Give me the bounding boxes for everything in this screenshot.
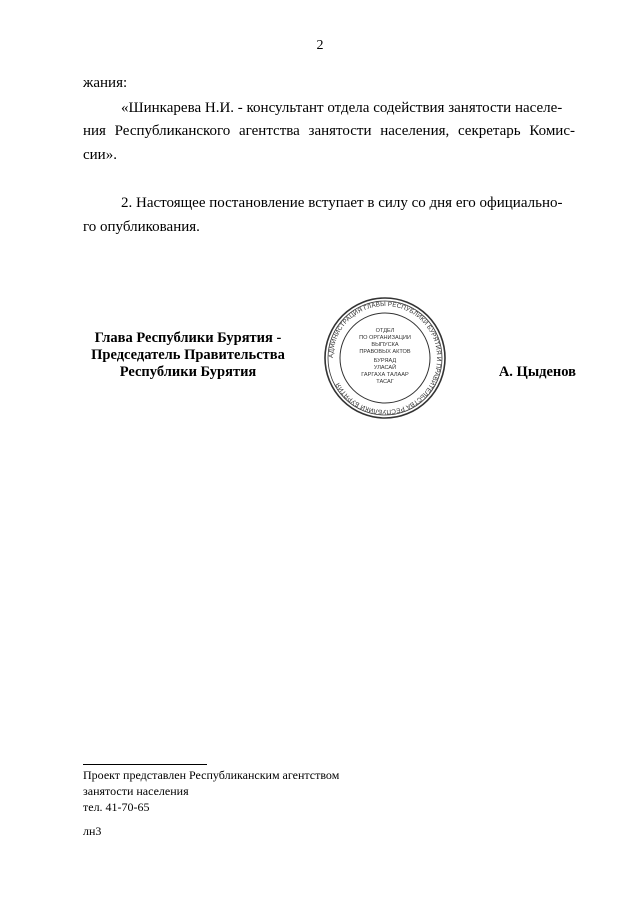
stamp-inner-text (359, 328, 411, 385)
stamp-outer-text: АДМИНИСТРАЦИЯ ГЛАВЫ РЕСПУБЛИКИ БУРЯТИЯ И ПРАВИТЕЛЬСТВА РЕСПУБЛИКИ БУРЯТИЯ (327, 300, 443, 416)
stamp-inner-line: ВЫПУСКА (371, 342, 399, 348)
stamp-inner-line: ГАРГАХА ТАЛААР (361, 372, 409, 378)
quote-line: «Шинкарева Н.И. - консультант отдела содействия занятости населе- (121, 100, 563, 116)
footer-line: Проект представлен Республиканским агентством (83, 768, 340, 782)
official-stamp (323, 296, 447, 420)
footer-phone: тел. 41-70-65 (83, 800, 150, 814)
signatory-title-line: Республики Бурятия (119, 364, 257, 380)
paragraph-line: 2. Настоящее постановление вступает в силу со дня его официально- (121, 195, 563, 211)
footer-line: занятости населения (83, 784, 189, 798)
continuation-text: жания: (83, 75, 128, 91)
stamp-inner-line: БУРЯАД (373, 358, 397, 364)
quote-line: сии». (83, 147, 117, 163)
signatory-name: А. Цыденов (498, 364, 576, 380)
page-number: 2 (316, 38, 324, 53)
stamp-inner-line: ТАСАГ (376, 379, 394, 385)
signatory-title-line: Глава Республики Бурятия - (94, 330, 282, 346)
stamp-inner-line: ПРАВОВЫХ АКТОВ (359, 349, 411, 355)
signatory-title (83, 330, 293, 381)
quote-line: ния Республиканского агентства занятости населения, секретарь Комис- (83, 123, 575, 139)
signatory-title-line: Председатель Правительства (91, 347, 285, 363)
stamp-inner-line: УЛАСАЙ (373, 365, 397, 371)
document-code: лн3 (83, 824, 102, 838)
footnote-divider (83, 764, 207, 765)
stamp-inner-line: ПО ОРГАНИЗАЦИИ (359, 335, 411, 341)
stamp-inner-line: ОТДЕЛ (375, 328, 395, 334)
paragraph-line: го опубликования. (83, 219, 200, 235)
